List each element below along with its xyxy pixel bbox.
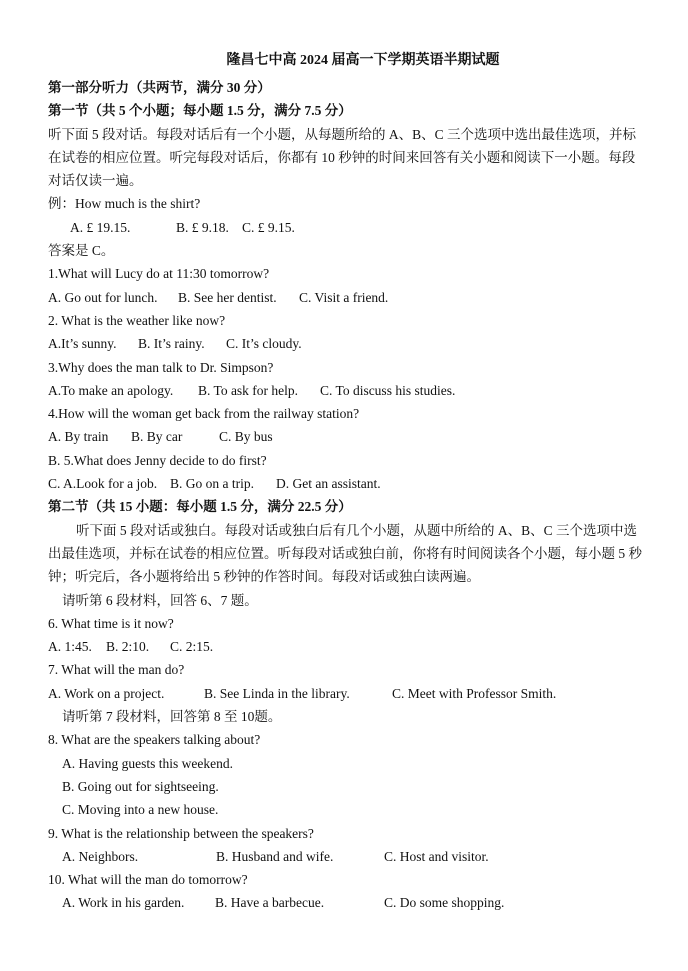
question-8-option-b: B. Going out for sightseeing. xyxy=(62,778,219,794)
option-a: A. By train xyxy=(48,429,109,445)
question-3: 3.Why does the man talk to Dr. Simpson? xyxy=(48,359,274,375)
option-b: B. 2:10. xyxy=(106,639,150,655)
option-a: A.To make an apology. xyxy=(48,382,174,398)
option-b: B. See her dentist. xyxy=(178,289,277,305)
option-c: C. To discuss his studies. xyxy=(320,382,456,398)
option-b: B. Have a barbecue. xyxy=(215,895,325,911)
option-b: B. By car xyxy=(131,429,183,445)
section2-heading: 第二节（共 15 小题：每小题 1.5 分，满分 22.5 分） xyxy=(48,499,352,515)
example-options xyxy=(48,216,648,239)
question-9: 9. What is the relationship between the speakers? xyxy=(48,825,314,841)
question-7: 7. What will the man do? xyxy=(48,662,185,678)
material-7-note: 请听第 7 段材料，回答第 8 至 10题。 xyxy=(62,709,282,725)
section1-heading: 第一节（共 5 个小题；每小题 1.5 分，满分 7.5 分） xyxy=(48,103,352,119)
example-answer: 答案是 C。 xyxy=(48,243,115,259)
question-1: 1.What will Lucy do at 11:30 tomorrow? xyxy=(48,266,270,282)
option-b: B. See Linda in the library. xyxy=(204,685,350,701)
question-8-option-a: A. Having guests this weekend. xyxy=(62,755,233,771)
option-a: C. A.Look for a job. xyxy=(48,476,158,492)
section1-instructions: 听下面 5 段对话。每段对话后有一个小题，从每题所给的 A、B、C 三个选项中选出最佳选项，并标在试卷的相应位置。听完每段对话后，你都有 10 秒钟的时间来回答有关小题和阅读下一小题。每段对话仅读一遍。 xyxy=(48,126,637,189)
option-a: A. Go out for lunch. xyxy=(48,289,158,305)
question-8: 8. What are the speakers talking about? xyxy=(48,732,261,748)
question-2-options xyxy=(48,332,648,355)
question-4: 4.How will the woman get back from the railway station? xyxy=(48,406,360,422)
question-9-options xyxy=(48,845,648,868)
option-a: A. Work on a project. xyxy=(48,685,165,701)
question-6: 6. What time is it now? xyxy=(48,615,174,631)
option-b: B. To ask for help. xyxy=(198,382,299,398)
option-c: C. Host and visitor. xyxy=(384,848,489,864)
question-2: 2. What is the weather like now? xyxy=(48,312,226,328)
page-title: 隆昌七中高 2024 届高一下学期英语半期试题 xyxy=(226,53,500,68)
question-10: 10. What will the man do tomorrow? xyxy=(48,872,248,888)
question-5-options xyxy=(48,472,648,495)
material-6-note: 请听第 6 段材料，回答 6、7 题。 xyxy=(62,592,258,608)
question-8-option-c: C. Moving into a new house. xyxy=(62,802,219,818)
option-b: B. £ 9.18. xyxy=(176,219,229,235)
option-c: C. £ 9.15. xyxy=(242,219,295,235)
question-4-options xyxy=(48,425,648,448)
question-10-options xyxy=(48,891,648,914)
part1-heading: 第一部分听力（共两节，满分 30 分） xyxy=(48,80,271,95)
option-b: B. Husband and wife. xyxy=(216,848,334,864)
option-a: A. Work in his garden. xyxy=(62,895,185,911)
option-a: A. £ 19.15. xyxy=(70,219,131,235)
question-5: B. 5.What does Jenny decide to do first? xyxy=(48,452,267,468)
question-6-options xyxy=(48,635,648,658)
option-b: B. Go on a trip. xyxy=(170,476,254,492)
option-c: C. Meet with Professor Smith. xyxy=(392,685,557,701)
question-1-options xyxy=(48,286,648,309)
question-3-options xyxy=(48,379,648,402)
example-question: 例：How much is the shirt? xyxy=(48,196,201,212)
option-c: C. 2:15. xyxy=(170,639,214,655)
question-7-options xyxy=(48,682,648,705)
section2-instructions: 听下面 5 段对话或独白。每段对话或独白后有几个小题，从题中所给的 A、B、C 三个选项中选出最佳选项，并标在试卷的相应位置。听每段对话或独白前，你将有时间阅读各个小题，每小题 5 秒钟；听完后，各小题将给出 5 秒钟的作答时间。每段对话或独白读两遍。 xyxy=(48,522,642,585)
option-b: B. It’s rainy. xyxy=(138,336,205,352)
option-c: C. Do some shopping. xyxy=(384,895,505,911)
option-a: A. Neighbors. xyxy=(62,848,139,864)
option-a: A.It’s sunny. xyxy=(48,336,117,352)
option-c: C. By bus xyxy=(219,429,273,445)
option-a: A. 1:45. xyxy=(48,639,92,655)
option-c: C. Visit a friend. xyxy=(299,289,389,305)
option-c: D. Get an assistant. xyxy=(276,476,381,492)
option-c: C. It’s cloudy. xyxy=(226,336,302,352)
